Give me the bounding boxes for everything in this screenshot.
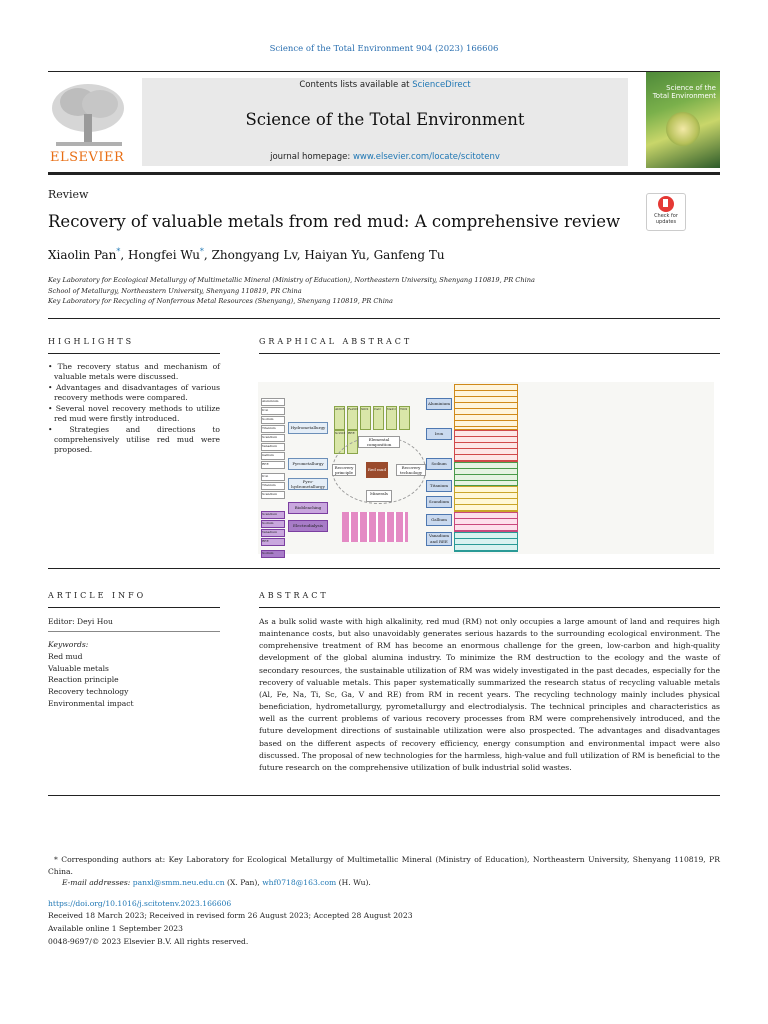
available-online: Available online 1 September 2023	[48, 924, 183, 933]
ga-process-group	[454, 462, 518, 486]
abstract-rule	[259, 607, 720, 608]
ga-left-item: REE	[261, 461, 285, 469]
keyword: Reaction principle	[48, 675, 119, 685]
ga-left-column	[261, 398, 285, 558]
keyword: Environmental impact	[48, 698, 134, 708]
received-dates: Received 18 March 2023; Received in revised form 26 August 2023; Accepted 28 August 2023	[48, 911, 413, 920]
bookmark-icon	[658, 196, 674, 212]
ga-method: Electrodialysis	[288, 520, 328, 532]
ga-process-group	[454, 384, 518, 430]
ga-top-item: REE	[347, 430, 358, 454]
publisher-wordmark: ELSEVIER	[50, 150, 125, 165]
graphical-abstract-rule	[259, 353, 720, 354]
masthead	[48, 72, 720, 172]
contents-prefix: Contents lists available at	[299, 80, 413, 90]
corresponding-mark[interactable]: *	[199, 247, 204, 256]
ga-process-group	[454, 512, 518, 532]
journal-cover-image[interactable]	[646, 72, 720, 168]
ga-top-item: Sc2O3	[334, 430, 345, 454]
ga-top-item: CaO	[373, 406, 384, 430]
ga-left-item: Titanium	[261, 482, 285, 490]
section-rule	[48, 568, 720, 569]
masthead-banner	[142, 78, 628, 166]
section-rule	[48, 795, 720, 796]
ga-left-item: Iron	[261, 473, 285, 481]
author-name[interactable]: Zhongyang Lv	[211, 248, 297, 262]
check-for-updates-button[interactable]	[646, 193, 686, 231]
keywords	[48, 639, 134, 710]
ga-right-tag: Scandium	[426, 496, 452, 508]
highlight-item: • Strategies and directions to comprehensively utilise red mud were proposed.	[48, 425, 220, 454]
ga-left-item: Aluminium	[261, 398, 285, 406]
ga-hub-label: Elemental composition	[358, 436, 400, 448]
contents-line	[142, 80, 628, 90]
highlight-item: • Advantages and disadvantages of various recovery methods were compared.	[48, 383, 220, 402]
ga-left-item: Sodium	[261, 416, 285, 424]
graphical-abstract-figure[interactable]	[258, 382, 714, 554]
article-info-heading: ARTICLE INFO	[48, 591, 147, 600]
highlights-heading: HIGHLIGHTS	[48, 337, 135, 346]
ga-hub-label: Recovery technology	[396, 464, 426, 476]
corresponding-note: * Corresponding authors at: Key Laboratory for Ecological Metallurgy of Multimetallic Mineral (Ministry of Education), Northeastern University, Shenyang 110819, PR China.	[48, 855, 720, 876]
cover-graphic	[666, 112, 700, 146]
ga-left-item: Sodium	[261, 520, 285, 528]
sciencedirect-link[interactable]: ScienceDirect	[412, 80, 471, 90]
corresponding-mark[interactable]: *	[116, 247, 121, 256]
ga-method: Pyrometallurgy	[288, 458, 328, 470]
email-label: E-mail addresses:	[62, 878, 131, 887]
ga-left-item: Vanadium	[261, 443, 285, 451]
ga-process-group	[454, 430, 518, 462]
abstract-text: As a bulk solid waste with high alkalinity, red mud (RM) not only occupies a large amount of land and requires high maintenance costs, but also unavoidably generates serious hazards to the surrounding ecological environment. The comprehensive treatment of RM has become an enormous challenge for the green, low-carbon and high-quality development of the global alumina industry. To minimize the RM destruction to the ecology and the waste of secondary resources, the sustainable utilization of RM was widely investigated in the past decades, especially for the recovery of valuable metals. This paper systematically summarized the research status of recycling valuable metals (Al, Fe, Na, Ti, Sc, Ga, V and RE) from RM in recent years. The recycling technology mainly includes physical beneficiation, hydrometallurgy, pyrometallurgy and electrodialysis. The technical principles and characteristics as well as the current problems of various recovery processes from RM were comprehensively introduced, and the future development directions of sustainable utilization were also prospected. The advantages and disadvantages based on the different aspects of recovery efficiency, energy consumption and environmental impact were also discussed. The proposal of new technologies for the harmless, high-value and full utilization of RM is beneficial to the future research on the comprehensive utilization of bulk industrial solid wastes.	[259, 617, 720, 772]
ga-top-item: Na2O	[386, 406, 397, 430]
ga-process-group	[454, 486, 518, 512]
check-updates-line1: Check for	[654, 213, 678, 219]
editor: Editor: Deyi Hou	[48, 617, 113, 626]
author-name[interactable]: Haiyan Yu	[304, 248, 366, 262]
ga-top-item: Al2O3	[334, 406, 345, 430]
ga-hub-center: Red mud	[366, 462, 388, 478]
check-updates-label	[647, 213, 685, 225]
keyword: Valuable metals	[48, 663, 109, 673]
highlight-item: • The recovery status and mechanism of valuable metals were discussed.	[48, 362, 220, 381]
cover-title-line2: Total Environment	[652, 92, 716, 100]
affiliation: Key Laboratory for Recycling of Nonferrous Metal Resources (Shenyang), Shenyang 110819, PR China	[48, 297, 393, 305]
homepage-prefix: journal homepage:	[270, 152, 353, 162]
section-rule	[48, 318, 720, 319]
abstract-heading: ABSTRACT	[259, 591, 329, 600]
author-name[interactable]: Hongfei Wu	[128, 248, 200, 262]
ga-left-item: Vanadium	[261, 529, 285, 537]
ga-left-item: Iron	[261, 407, 285, 415]
ga-right-tag: Titanium	[426, 480, 452, 492]
keywords-label: Keywords:	[48, 640, 89, 649]
email-owner: (H. Wu).	[336, 878, 371, 887]
author-list: Xiaolin Pan*, Hongfei Wu*, Zhongyang Lv, Haiyan Yu, Ganfeng Tu	[48, 247, 445, 262]
article-type: Review	[48, 188, 89, 201]
highlights-list	[48, 362, 220, 456]
author-name[interactable]: Xiaolin Pan	[48, 248, 117, 262]
affiliation: School of Metallurgy, Northeastern University, Shenyang 110819, PR China	[48, 287, 302, 295]
ga-left-item: Scandium	[261, 511, 285, 519]
ga-top-row	[334, 406, 424, 435]
ga-left-item: Scandium	[261, 434, 285, 442]
journal-title: Science of the Total Environment	[245, 110, 525, 129]
ga-method: Pyro-hydrometallurgy	[288, 478, 328, 490]
article-info-rule	[48, 607, 220, 608]
ga-top-item: SiO2	[360, 406, 371, 430]
graphical-abstract-heading: GRAPHICAL ABSTRACT	[259, 337, 413, 346]
ga-right-tag: Gallium	[426, 514, 452, 526]
ga-hub-label: Recovery principle	[332, 464, 356, 476]
doi-link[interactable]: https://doi.org/10.1016/j.scitotenv.2023.166606	[48, 899, 232, 908]
homepage-line	[142, 152, 628, 162]
ga-top-item: TiO2	[399, 406, 410, 430]
footnote	[48, 854, 720, 889]
author-name[interactable]: Ganfeng Tu	[373, 248, 445, 262]
ga-hub-label: Minerals	[366, 490, 392, 502]
email-line	[48, 877, 720, 889]
keyword: Recovery technology	[48, 687, 129, 697]
keywords-rule	[48, 631, 220, 632]
email-link[interactable]: panxl@smm.neu.edu.cn	[132, 878, 225, 887]
ga-bottom-bars	[342, 512, 408, 542]
email-owner: (X. Pan),	[224, 878, 263, 887]
ga-method: Hydrometallurgy	[288, 422, 328, 434]
affiliation: Key Laboratory for Ecological Metallurgy of Multimetallic Mineral (Ministry of Education), Northeastern University, Shenyang 110819, PR China	[48, 276, 535, 284]
ga-left-item: Gallium	[261, 452, 285, 460]
ga-left-item: Scandium	[261, 491, 285, 499]
check-updates-line2: updates	[655, 219, 677, 225]
journal-reference[interactable]: Science of the Total Environment 904 (2023) 166606	[269, 44, 499, 54]
ga-right-tag: Aluminium	[426, 398, 452, 410]
keyword: Red mud	[48, 651, 83, 661]
copyright: 0048-9697/© 2023 Elsevier B.V. All rights reserved.	[48, 937, 249, 946]
cover-title	[650, 84, 716, 100]
ga-process-group	[454, 532, 518, 552]
ga-top-item: Fe2O3	[347, 406, 358, 430]
homepage-link[interactable]: www.elsevier.com/locate/scitotenv	[352, 152, 500, 162]
ga-right-tag: Sodium	[426, 458, 452, 470]
ga-right-tag: Vanadium and REE	[426, 532, 452, 546]
ga-left-item: Sodium	[261, 550, 285, 558]
ga-left-item: Titanium	[261, 425, 285, 433]
email-link[interactable]: whf0718@163.com	[262, 878, 337, 887]
masthead-rule	[48, 172, 720, 175]
highlights-rule	[48, 353, 220, 354]
article-title: Recovery of valuable metals from red mud: A comprehensive review	[48, 212, 621, 231]
ga-left-item: REE	[261, 538, 285, 546]
highlight-item: • Several novel recovery methods to utilize red mud were firstly introduced.	[48, 404, 220, 423]
ga-right-tag: Iron	[426, 428, 452, 440]
ga-method: Biobleaching	[288, 502, 328, 514]
cover-title-line1: Science of the	[666, 84, 716, 92]
